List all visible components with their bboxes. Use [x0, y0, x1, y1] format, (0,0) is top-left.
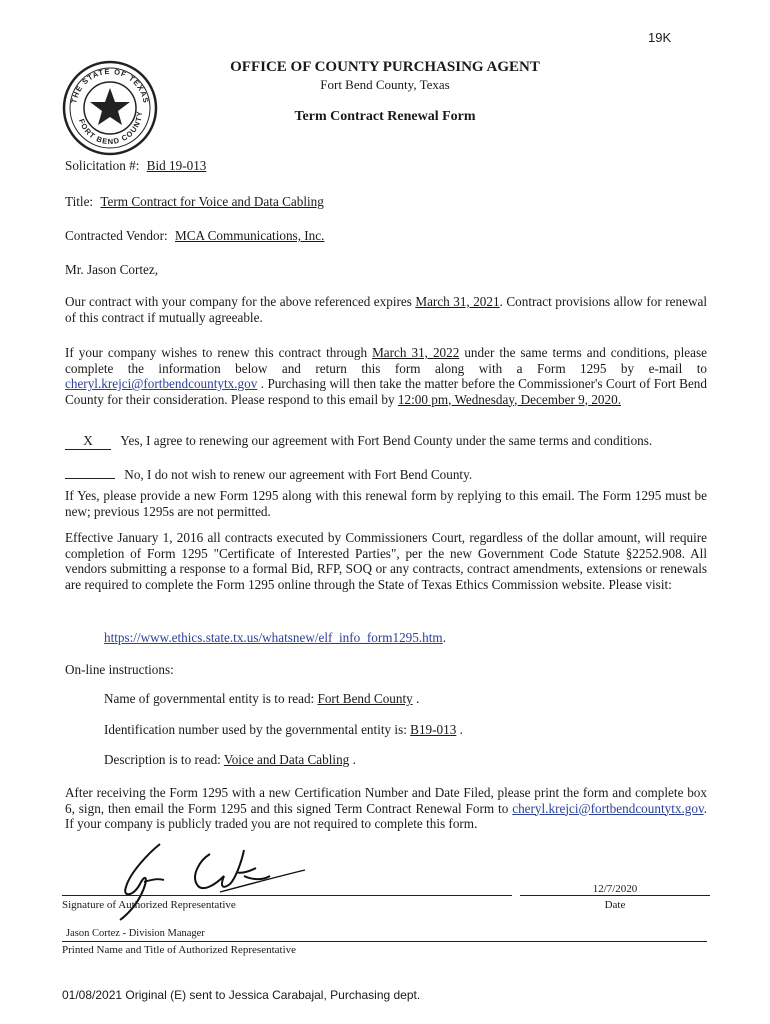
- submission-paragraph: [65, 785, 707, 832]
- entity-name-label: Name of governmental entity is to read:: [104, 691, 318, 706]
- document-code: 19K: [648, 30, 672, 45]
- response-deadline: 12:00 pm, Wednesday, December 9, 2020.: [397, 391, 621, 407]
- printed-name-value: Jason Cortez - Division Manager: [66, 928, 205, 939]
- identification-label: Identification number used by the governmental entity is:: [104, 722, 411, 737]
- expiry-paragraph: [65, 294, 707, 325]
- yes-checkbox-mark[interactable]: X: [65, 433, 111, 450]
- date-label: Date: [604, 899, 626, 911]
- solicitation-label: Solicitation #:: [65, 158, 140, 173]
- online-instructions-heading: On-line instructions:: [65, 662, 174, 677]
- vendor-value: MCA Communications, Inc.: [174, 228, 325, 243]
- printed-name-line: [62, 941, 707, 942]
- svg-text:THE STATE OF TEXAS: THE STATE OF TEXAS: [69, 66, 151, 105]
- yes-option: [65, 433, 652, 450]
- entity-name-line: Name of governmental entity is to read: Fort Bend County .: [104, 691, 420, 706]
- signature-line: [62, 895, 512, 896]
- form1295-requirement-paragraph: Effective January 1, 2016 all contracts executed by Commissioners Court, regardless of the dollar amount, will require completion of Form 1295 "Certificate of Interested Parties", per the new Government Code Statute §2252.908. All vendors submitting a response to a formal Bid, RFP, SOQ or any contracts, contract amendments, extensions or renewals are required to complete the Form 1295 online through the State of Texas Ethics Commission website. Please visit:: [65, 530, 707, 592]
- form-title: Term Contract Renewal Form: [294, 109, 476, 124]
- signature-label: Signature of Authorized Representative: [62, 899, 236, 911]
- form1295-paragraph: If Yes, please provide a new Form 1295 along with this renewal form by replying to this email. The Form 1295 must be new; previous 1295s are not permitted.: [65, 488, 707, 519]
- description-line: Description is to read: Voice and Data Cabling .: [104, 752, 356, 767]
- title-line: [65, 194, 324, 210]
- purchasing-email-link[interactable]: cheryl.krejci@fortbendcountytx.gov: [65, 376, 258, 391]
- ethics-commission-link[interactable]: https://www.ethics.state.tx.us/whatsnew/elf_info_form1295.htm: [104, 630, 443, 645]
- footer-note: 01/08/2021 Original (E) sent to Jessica Carabajal, Purchasing dept.: [62, 988, 421, 1002]
- renewal-paragraph: [65, 345, 707, 407]
- solicitation-line: [65, 158, 206, 174]
- entity-name-value: Fort Bend County: [317, 691, 413, 706]
- solicitation-value: Bid 19-013: [146, 158, 207, 173]
- ethics-link-period: .: [442, 630, 446, 645]
- vendor-line: [65, 228, 324, 244]
- no-option: [65, 464, 472, 483]
- identification-line: Identification number used by the governmental entity is: B19-013 .: [104, 722, 463, 737]
- purchasing-email-link-2[interactable]: cheryl.krejci@fortbendcountytx.gov: [512, 800, 704, 816]
- identification-value: B19-013: [410, 722, 457, 737]
- yes-option-text: Yes, I agree to renewing our agreement with Fort Bend County under the same terms and conditions.: [120, 433, 653, 448]
- para5-text-a: After receiving the Form 1295 with a new Certification Number and Date Filed, please print the form and complete box 6, sign, then email the Form 1295 and this signed Term Contract Renewal Form to: [65, 785, 707, 816]
- office-heading: OFFICE OF COUNTY PURCHASING AGENT: [230, 59, 540, 75]
- ethics-link-line: [104, 630, 446, 646]
- no-checkbox-mark[interactable]: [65, 464, 115, 479]
- para1-text-b: . Contract provisions allow for renewal of this contract if mutually agreeable.: [65, 294, 708, 325]
- title-label: Title:: [65, 194, 94, 209]
- para2-text-a: If your company wishes to renew this contract through: [65, 345, 373, 360]
- renewal-date: March 31, 2022: [372, 345, 460, 360]
- expiry-date: March 31, 2021: [415, 294, 500, 309]
- date-line: [520, 895, 710, 896]
- para1-text-a: Our contract with your company for the above referenced expires: [65, 294, 416, 309]
- office-location: Fort Bend County, Texas: [320, 77, 450, 92]
- vendor-label: Contracted Vendor:: [65, 228, 168, 243]
- para5-text-b: . If your company is publicly traded you are not required to complete this form.: [65, 800, 707, 831]
- para2-text-b: under the same terms and conditions, please complete the information below and return this form along with a Form 1295 by e-mail to: [65, 345, 707, 376]
- description-value: Voice and Data Cabling: [223, 752, 350, 767]
- para2-text-c: . Purchasing will then take the matter before the Commissioner's Court of Fort Bend County for their consideration. Please respond to this email by: [65, 376, 707, 407]
- svg-text:FORT BEND COUNTY: FORT BEND COUNTY: [76, 110, 145, 147]
- printed-name-label: Printed Name and Title of Authorized Representative: [62, 944, 297, 956]
- title-value: Term Contract for Voice and Data Cabling: [100, 194, 324, 209]
- description-label: Description is to read:: [104, 752, 224, 767]
- signature-date-value: 12/7/2020: [592, 883, 638, 895]
- salutation: Mr. Jason Cortez,: [65, 262, 159, 277]
- no-option-text: No, I do not wish to renew our agreement with Fort Bend County.: [124, 467, 473, 482]
